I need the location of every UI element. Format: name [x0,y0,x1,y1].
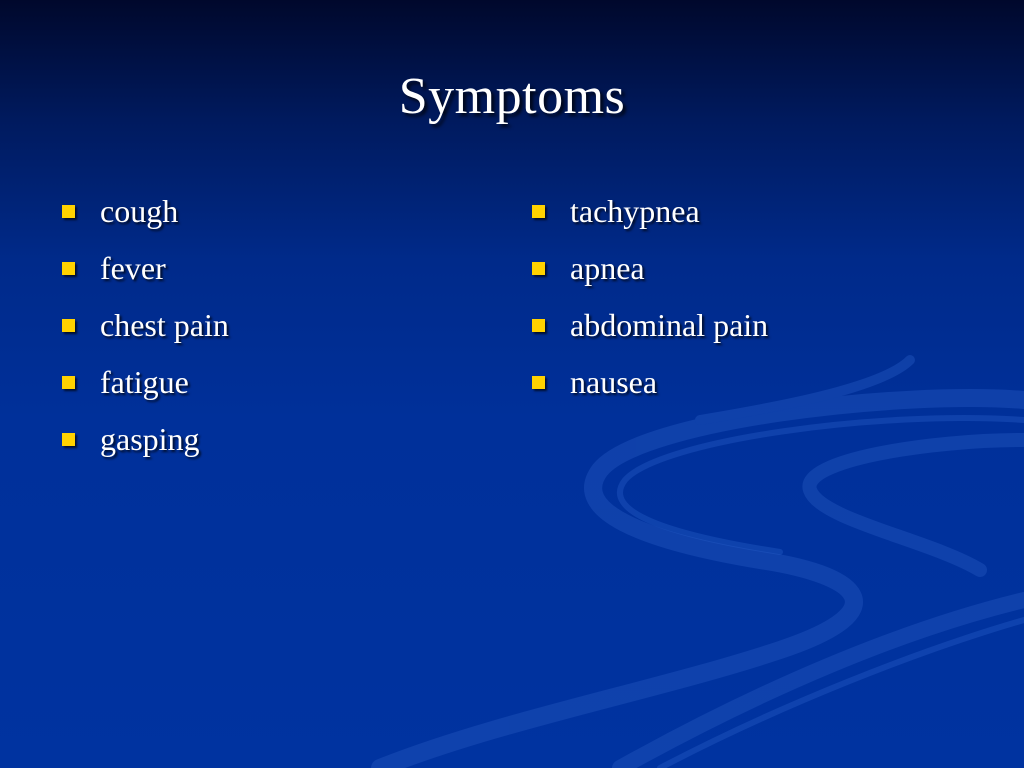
left-symptom-list [62,189,229,474]
list-item [62,417,229,474]
list-item-label: abdominal pain [570,307,769,343]
square-bullet-icon [532,319,545,332]
list-item-label: nausea [570,364,658,400]
list-item [62,360,229,417]
slide-title: Symptoms [398,68,626,125]
square-bullet-icon [62,376,75,389]
square-bullet-icon [62,433,75,446]
list-item [532,189,768,246]
list-item-label: apnea [570,250,645,286]
list-item [62,189,229,246]
square-bullet-icon [62,205,75,218]
list-item [532,303,768,360]
list-item [532,246,768,303]
square-bullet-icon [532,376,545,389]
square-bullet-icon [62,262,75,275]
square-bullet-icon [532,205,545,218]
list-item-label: fever [100,250,166,286]
list-item [532,360,768,417]
list-item-label: tachypnea [570,193,700,229]
list-item-label: gasping [100,421,200,457]
right-symptom-list [532,189,768,417]
list-item-label: chest pain [100,307,229,343]
list-item [62,246,229,303]
list-item [62,303,229,360]
square-bullet-icon [62,319,75,332]
list-item-label: cough [100,193,179,229]
list-item-label: fatigue [100,364,189,400]
square-bullet-icon [532,262,545,275]
